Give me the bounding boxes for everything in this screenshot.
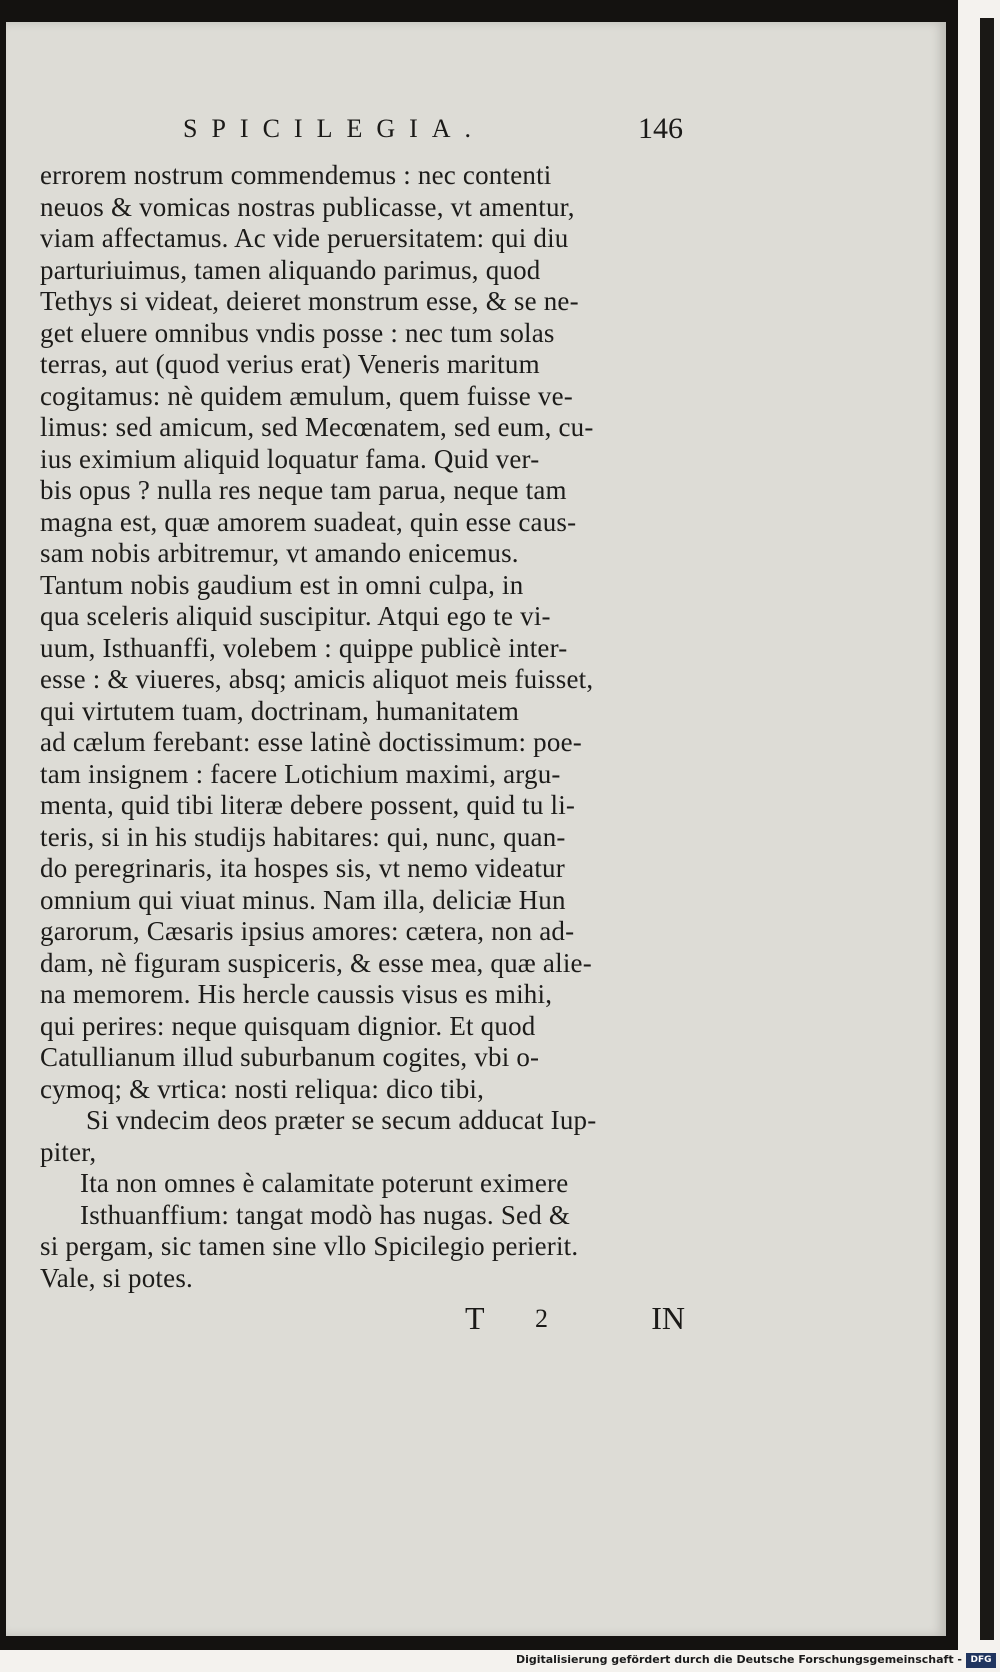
text-line: qui virtutem tuam, doctrinam, humanitatem: [40, 695, 520, 726]
running-head: SPICILEGIA.: [183, 114, 486, 143]
text-line: terras, aut (quod verius erat) Veneris maritum: [40, 349, 540, 379]
text-line: cymoq; & vrtica: nosti reliqua: dico tibi,: [40, 1073, 485, 1104]
closing-line: Vale, si potes.: [40, 1262, 193, 1293]
text-line: tam insignem : facere Lotichium maximi, argu-: [40, 758, 561, 789]
text-line: bis opus ? nulla res neque tam parua, neque tam: [40, 475, 567, 505]
text-line: do peregrinaris, ita hospes sis, vt nemo videatur: [40, 853, 565, 883]
text-line: cogitamus: nè quidem æmulum, quem fuisse ve-: [40, 380, 573, 411]
body-text: [40, 160, 680, 1294]
text-line: magna est, quæ amorem suadeat, quin esse caus-: [40, 506, 577, 537]
closing-line: si pergam, sic tamen sine vllo Spicilegio perierit.: [40, 1231, 579, 1261]
signature-number: 2: [535, 1304, 548, 1333]
text-line: teris, si in his studijs habitares: qui, nunc, quan-: [40, 821, 566, 852]
text-line: qui perires: neque quisquam dignior. Et quod: [40, 1010, 536, 1041]
text-line: Tethys si videat, deieret monstrum esse, & se ne-: [40, 286, 579, 316]
text-line: Tantum nobis gaudium est in omni culpa, in: [40, 569, 524, 600]
text-line: ius eximium aliquid loquatur fama. Quid ver-: [40, 443, 540, 474]
verse-line: Si vndecim deos præter se secum adducat Iup-: [86, 1105, 597, 1135]
credit-bar: [0, 1650, 1000, 1672]
text-line: esse : & viueres, absq; amicis aliquot meis fuisset,: [40, 664, 594, 694]
text-line: errorem nostrum commendemus : nec contenti: [40, 160, 552, 190]
page-number: 146: [638, 112, 683, 145]
text-line: neuos & vomicas nostras publicasse, vt amentur,: [40, 191, 575, 222]
text-line: na memorem. His hercle caussis visus es mihi,: [40, 979, 553, 1009]
text-line: qua sceleris aliquid suscipitur. Atqui ego te vi-: [40, 601, 551, 631]
page-edge: [980, 18, 994, 1640]
page-header: [183, 114, 683, 154]
text-line: viam affectamus. Ac vide peruersitatem: qui diu: [40, 223, 569, 253]
text-line: parturiuimus, tamen aliquando parimus, quod: [40, 254, 541, 285]
text-line: sam nobis arbitremur, vt amando enicemus.: [40, 538, 519, 568]
signature-mark: T: [465, 1300, 485, 1336]
funding-credit: Digitalisierung gefördert durch die Deutsche Forschungsgemeinschaft -: [515, 1653, 962, 1666]
text-line: dam, nè figuram suspiceris, & esse mea, quæ alie-: [40, 947, 592, 978]
verse-line: piter,: [40, 1136, 97, 1167]
text-line: Catullianum illud suburbanum cogites, vbi o-: [40, 1042, 540, 1072]
page-footer: [465, 1300, 685, 1340]
text-line: limus: sed amicum, sed Mecœnatem, sed eum, cu-: [40, 412, 594, 442]
catchword: IN: [651, 1300, 685, 1336]
dfg-logo: DFG: [966, 1653, 996, 1668]
text-line: garorum, Cæsaris ipsius amores: cætera, non ad-: [40, 916, 575, 946]
text-line: omnium qui viuat minus. Nam illa, deliciæ Hun: [40, 884, 566, 915]
text-line: uum, Isthuanffi, volebem : quippe publicè inter-: [40, 632, 568, 663]
closing-line: Isthuanffium: tangat modò has nugas. Sed &: [80, 1199, 571, 1230]
verse-line: Ita non omnes è calamitate poterunt eximere: [80, 1168, 569, 1198]
text-line: menta, quid tibi literæ debere possent, quid tu li-: [40, 790, 576, 820]
text-line: ad cælum ferebant: esse latinè doctissimum: poe-: [40, 727, 582, 757]
text-line: get eluere omnibus vndis posse : nec tum solas: [40, 317, 555, 348]
